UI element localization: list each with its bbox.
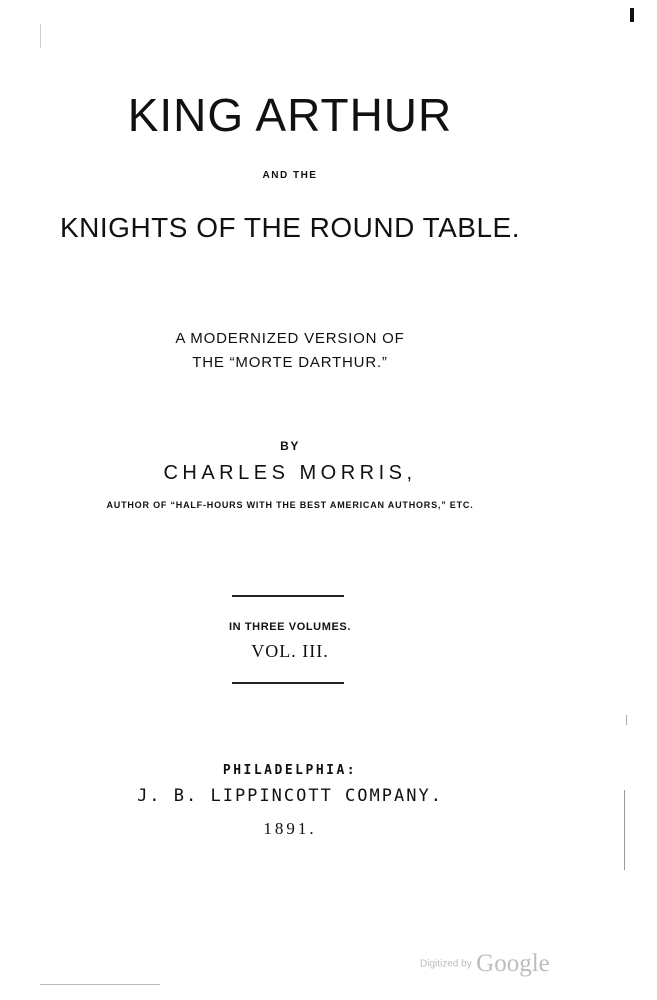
description-line-2: THE “MORTE DARTHUR.” bbox=[192, 354, 388, 371]
scan-edge-tick bbox=[626, 715, 627, 725]
scan-edge-mark bbox=[630, 8, 634, 22]
publisher-name: J. B. LIPPINCOTT COMPANY. bbox=[137, 786, 443, 806]
google-logo: Google bbox=[476, 950, 550, 977]
watermark-prefix: Digitized by bbox=[420, 958, 472, 970]
divider-top bbox=[232, 595, 344, 597]
scan-margin-mark bbox=[40, 24, 41, 48]
book-title: KING ARTHUR bbox=[127, 89, 453, 141]
scan-edge-line bbox=[624, 790, 625, 870]
divider-bottom bbox=[232, 682, 344, 684]
volume-number: VOL. III. bbox=[251, 641, 329, 661]
author-credit: AUTHOR OF “HALF-HOURS WITH THE BEST AMERICAN AUTHORS,” ETC. bbox=[106, 500, 474, 510]
author-name: CHARLES MORRIS, bbox=[163, 462, 417, 484]
by-line: BY bbox=[280, 439, 300, 453]
publisher-city: PHILADELPHIA: bbox=[222, 763, 358, 778]
book-subtitle: KNIGHTS OF THE ROUND TABLE. bbox=[59, 212, 520, 243]
digitized-by-google-watermark bbox=[420, 950, 550, 978]
title-connector: AND THE bbox=[262, 170, 318, 181]
volumes-note: IN THREE VOLUMES. bbox=[228, 621, 352, 633]
publication-year: 1891. bbox=[263, 819, 317, 838]
description-line-1: A MODERNIZED VERSION OF bbox=[175, 330, 405, 347]
scan-bottom-edge bbox=[40, 984, 160, 985]
